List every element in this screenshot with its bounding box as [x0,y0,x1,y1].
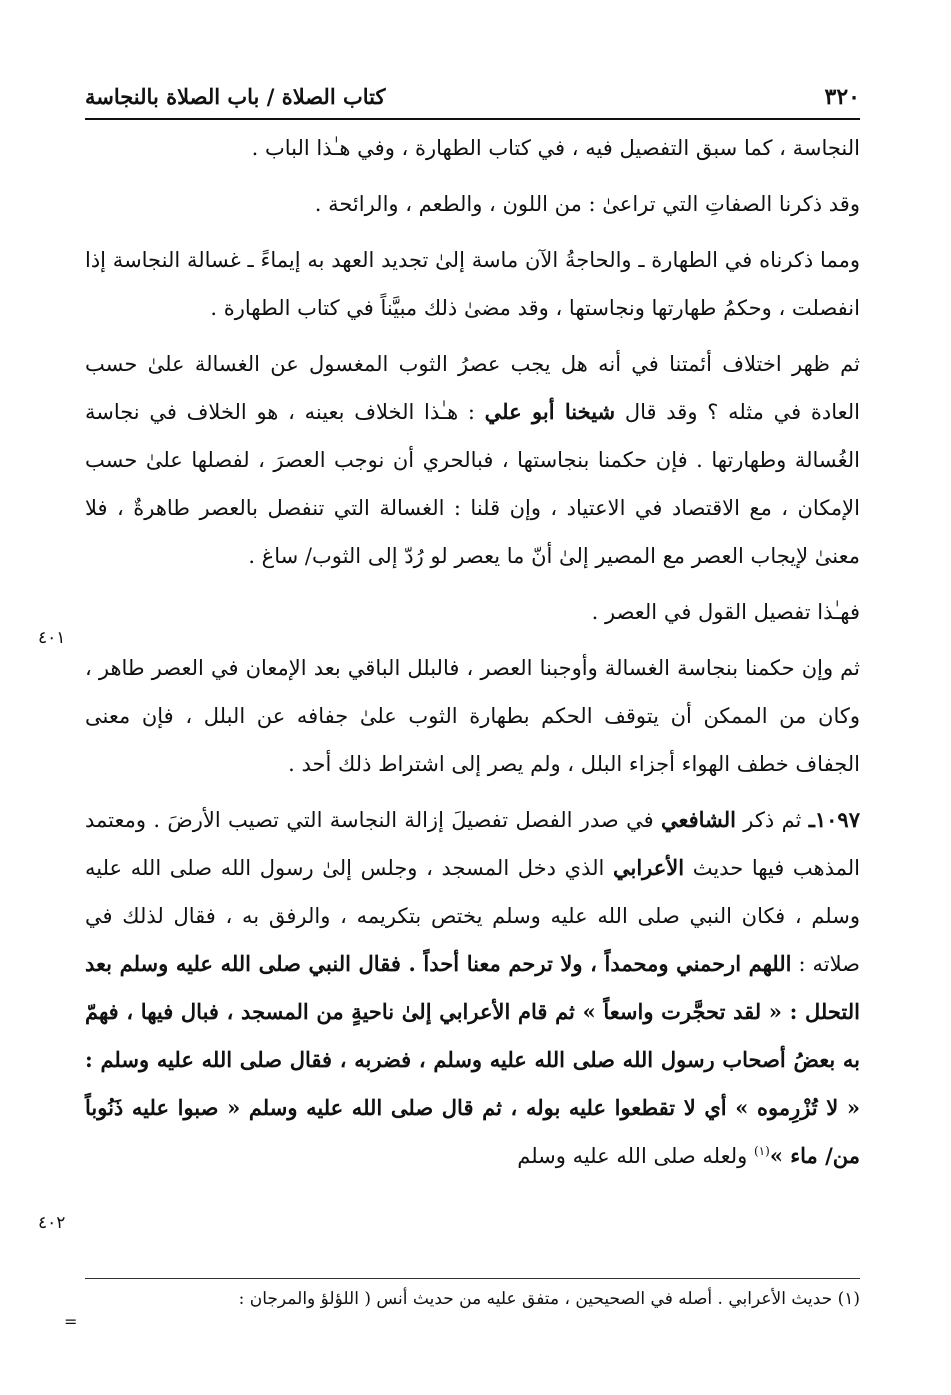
paragraph-1: النجاسة ، كما سبق التفصيل فيه ، في كتاب الطهارة ، وفي هـٰذا الباب . [251,136,860,160]
paragraph-7-bold-hadith: اللهم ارحمني ومحمداً ، ولا ترحم معنا أحداً . فقال النبي صلى الله عليه وسلم بعد التحلل : « لقد تحجَّرت واسعاً » ثم قام الأعرابي إلىٰ ناحيةٍ من المسجد ، فبال فيها ، فهمّ به بعضُ أصحاب رسول الله صلى الله عليه وسلم ، فضربه ، فقال صلى الله عليه وسلم : « لا تُزْرِموه » أي لا تقطعوا عليه بوله ، ثم قال صلى الله عليه وسلم « صبوا عليه ذَنُوباً من/ ماء » [85,951,860,1168]
body-text [85,124,860,1180]
paragraph-7-bold-arabi: الأعرابي [612,855,685,880]
footnote-reference[interactable]: (١) [753,1144,770,1158]
paragraph-7-text-c: في صدر الفصل تفصيلَ إزالة النجاسة التي تصيب الأرضَ . ومعتمد المذهب فيها حديث [85,808,860,880]
margin-folio-401: ٤٠١ [38,628,66,648]
paragraph-7-bold-shafii: الشافعي [660,807,736,832]
page-header [85,84,860,120]
paragraph-7-number: ١٠٩٧ـ [808,807,860,832]
margin-folio-402: ٤٠٢ [38,1213,66,1233]
paragraph-4-text-c: : هـٰذا الخلاف بعينه ، هو الخلاف في نجاسة الغُسالة وطهارتها . فإن حكمنا بنجاستها ، فبالحري أن نوجب العصرَ ، لفصلها علىٰ حسب الإمكان ، مع الاقتصاد في الاعتياد ، وإن قلنا : الغسالة التي تنفصل بالعصر طاهرةٌ ، فلا معنىٰ لإيجاب العصر مع المصير إلىٰ أنّ ما يعصر لو رُدّ إلى الثوب/ ساغ . [85,400,860,568]
footnote: (١) حديث الأعرابي . أصله في الصحيحين ، متفق عليه من حديث أنس ( اللؤلؤ والمرجان : [238,1289,860,1309]
paragraph-7-text-e: الذي دخل المسجد ، وجلس إلىٰ رسول الله صلى الله عليه وسلم ، فكان النبي صلى الله عليه وسلم يختص بتكريمه ، والرفق به ، فقال لذلك في صلاته : [85,856,860,976]
page-number: ٣٢٠ [815,84,860,110]
running-title: كتاب الصلاة / باب الصلاة بالنجاسة [85,84,395,109]
footnote-divider [85,1278,860,1279]
paragraph-2: وقد ذكرنا الصفاتِ التي تراعىٰ : من اللون ، والطعم ، والرائحة . [314,192,860,216]
paragraph-4-bold-name: شيخنا أبو علي [484,399,616,424]
paragraph-7-text-g: ولعله صلى الله عليه وسلم [517,1144,754,1168]
paragraph-6: ثم وإن حكمنا بنجاسة الغسالة وأوجبنا العصر ، فالبلل الباقي بعد الإمعان في العصر طاهر ، وكان من الممكن أن يتوقف الحكم بطهارة الثوب علىٰ جفافه عن البلل ، فإن معنى الجفاف خطف الهواء أجزاء البلل ، ولم يصر إلى اشتراط ذلك أحد . [85,656,860,776]
paragraph-3: ومما ذكرناه في الطهارة ـ والحاجةُ الآن ماسة إلىٰ تجديد العهد به إيماءً ـ غسالة النجاسة إذا انفصلت ، وحكمُ طهارتها ونجاستها ، وقد مضىٰ ذلك مبيَّناً في كتاب الطهارة . [85,248,860,320]
paragraph-4 [85,340,860,580]
paragraph-5: فهـٰذا تفصيل القول في العصر . [591,600,860,624]
continuation-mark: = [64,1312,78,1331]
paragraph-4-text-a: ثم ظهر اختلاف أئمتنا في أنه هل يجب عصرُ الثوب المغسول عن الغسالة علىٰ حسب العادة في مثله ؟ وقد قال [85,352,860,424]
paragraph-7 [85,796,860,1180]
paragraph-7-text-a: ثم ذكر [735,808,809,832]
